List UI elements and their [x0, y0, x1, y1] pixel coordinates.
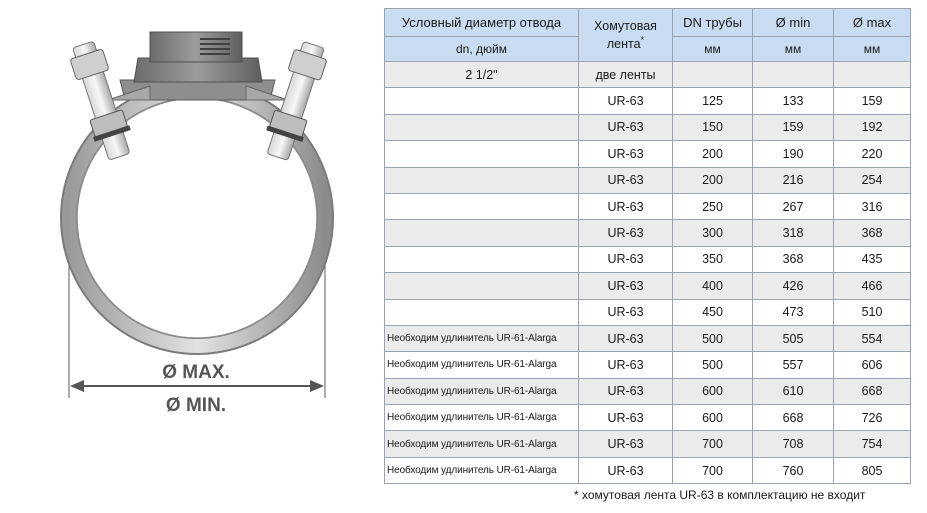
- col-header-min: Ø min: [753, 9, 834, 37]
- table-row: [385, 193, 911, 219]
- unit-max: мм: [834, 37, 911, 62]
- row-size-empty: [673, 62, 753, 88]
- cell-min: 557: [753, 352, 834, 378]
- table-row: [385, 325, 911, 351]
- col-header-diameter-unit: dn, дюйм: [385, 37, 579, 62]
- cell-note: Необходим удлинитель UR-61-Alarga: [385, 457, 579, 483]
- table-row: [385, 457, 911, 483]
- col-header-max: Ø max: [834, 9, 911, 37]
- cell-note: [385, 193, 579, 219]
- cell-note: [385, 246, 579, 272]
- cell-note: [385, 114, 579, 140]
- cell-min: 610: [753, 378, 834, 404]
- cell-max: 554: [834, 325, 911, 351]
- cell-note: [385, 167, 579, 193]
- cell-min: 760: [753, 457, 834, 483]
- outlet-body: [108, 32, 288, 100]
- cell-min: 216: [753, 167, 834, 193]
- table-row: [385, 220, 911, 246]
- table-header: [385, 9, 911, 62]
- cell-band: UR-63: [579, 352, 673, 378]
- row-size-empty: [834, 62, 911, 88]
- row-size-empty: [753, 62, 834, 88]
- cell-dn: 300: [673, 220, 753, 246]
- cell-min: 426: [753, 273, 834, 299]
- cell-band: UR-63: [579, 378, 673, 404]
- cell-dn: 600: [673, 405, 753, 431]
- cell-note: Необходим удлинитель UR-61-Alarga: [385, 325, 579, 351]
- cell-max: 159: [834, 88, 911, 114]
- cell-min: 473: [753, 299, 834, 325]
- cell-dn: 350: [673, 246, 753, 272]
- cell-min: 708: [753, 431, 834, 457]
- saddle-clamp-illustration: [0, 0, 380, 513]
- table-row: [385, 167, 911, 193]
- table-body: [385, 62, 911, 484]
- cell-band: UR-63: [579, 167, 673, 193]
- cell-dn: 500: [673, 325, 753, 351]
- cell-band: UR-63: [579, 193, 673, 219]
- cell-band: UR-63: [579, 246, 673, 272]
- cell-max: 726: [834, 405, 911, 431]
- col-header-band-line2: лента: [606, 37, 641, 52]
- cell-dn: 700: [673, 457, 753, 483]
- table-row: [385, 246, 911, 272]
- col-header-band: [579, 9, 673, 62]
- table-row: [385, 405, 911, 431]
- cell-dn: 125: [673, 88, 753, 114]
- cell-band: UR-63: [579, 114, 673, 140]
- cell-band: UR-63: [579, 220, 673, 246]
- cell-min: 267: [753, 193, 834, 219]
- table-row-size: [385, 62, 911, 88]
- cell-dn: 700: [673, 431, 753, 457]
- table-row: [385, 431, 911, 457]
- cell-max: 606: [834, 352, 911, 378]
- cell-band: UR-63: [579, 457, 673, 483]
- cell-min: 668: [753, 405, 834, 431]
- cell-min: 505: [753, 325, 834, 351]
- table-row: [385, 378, 911, 404]
- unit-min: мм: [753, 37, 834, 62]
- cell-min: 190: [753, 141, 834, 167]
- cell-dn: 150: [673, 114, 753, 140]
- cell-max: 510: [834, 299, 911, 325]
- cell-max: 668: [834, 378, 911, 404]
- cell-max: 192: [834, 114, 911, 140]
- cell-dn: 450: [673, 299, 753, 325]
- cell-min: 318: [753, 220, 834, 246]
- cell-max: 220: [834, 141, 911, 167]
- cell-dn: 250: [673, 193, 753, 219]
- row-size-value: 2 1/2": [385, 62, 579, 88]
- cell-min: 133: [753, 88, 834, 114]
- cell-note: [385, 273, 579, 299]
- col-header-band-line1: Хомутовая: [594, 18, 657, 33]
- row-size-band: две ленты: [579, 62, 673, 88]
- cell-band: UR-63: [579, 405, 673, 431]
- table-row: [385, 114, 911, 140]
- table-row: [385, 299, 911, 325]
- cell-dn: 200: [673, 167, 753, 193]
- label-min: Ø MIN.: [165, 395, 227, 416]
- cell-note: Необходим удлинитель UR-61-Alarga: [385, 352, 579, 378]
- table-row: [385, 352, 911, 378]
- cell-max: 754: [834, 431, 911, 457]
- col-header-dn: DN трубы: [673, 9, 753, 37]
- cell-note: [385, 88, 579, 114]
- cell-note: [385, 299, 579, 325]
- cell-band: UR-63: [579, 273, 673, 299]
- cell-dn: 600: [673, 378, 753, 404]
- cell-max: 466: [834, 273, 911, 299]
- table-row: [385, 141, 911, 167]
- cell-band: UR-63: [579, 299, 673, 325]
- cell-note: [385, 220, 579, 246]
- cell-band: UR-63: [579, 325, 673, 351]
- cell-max: 254: [834, 167, 911, 193]
- cell-note: Необходим удлинитель UR-61-Alarga: [385, 405, 579, 431]
- band-footnote-mark: *: [640, 34, 645, 45]
- cell-note: Необходим удлинитель UR-61-Alarga: [385, 378, 579, 404]
- cell-min: 368: [753, 246, 834, 272]
- cell-max: 805: [834, 457, 911, 483]
- cell-max: 368: [834, 220, 911, 246]
- cell-band: UR-63: [579, 431, 673, 457]
- col-header-diameter: Условный диаметр отвода: [385, 9, 579, 37]
- cell-dn: 200: [673, 141, 753, 167]
- cell-band: UR-63: [579, 88, 673, 114]
- cell-note: Необходим удлинитель UR-61-Alarga: [385, 431, 579, 457]
- cell-dn: 400: [673, 273, 753, 299]
- cell-max: 316: [834, 193, 911, 219]
- table-row: [385, 273, 911, 299]
- cell-max: 435: [834, 246, 911, 272]
- table-row: [385, 88, 911, 114]
- cell-dn: 500: [673, 352, 753, 378]
- label-max: Ø MAX.: [162, 362, 230, 383]
- cell-min: 159: [753, 114, 834, 140]
- spec-table: [384, 8, 911, 484]
- cell-band: UR-63: [579, 141, 673, 167]
- cell-note: [385, 141, 579, 167]
- unit-dn: мм: [673, 37, 753, 62]
- footnote: * хомутовая лента UR-63 в комплектацию не входит: [574, 488, 866, 502]
